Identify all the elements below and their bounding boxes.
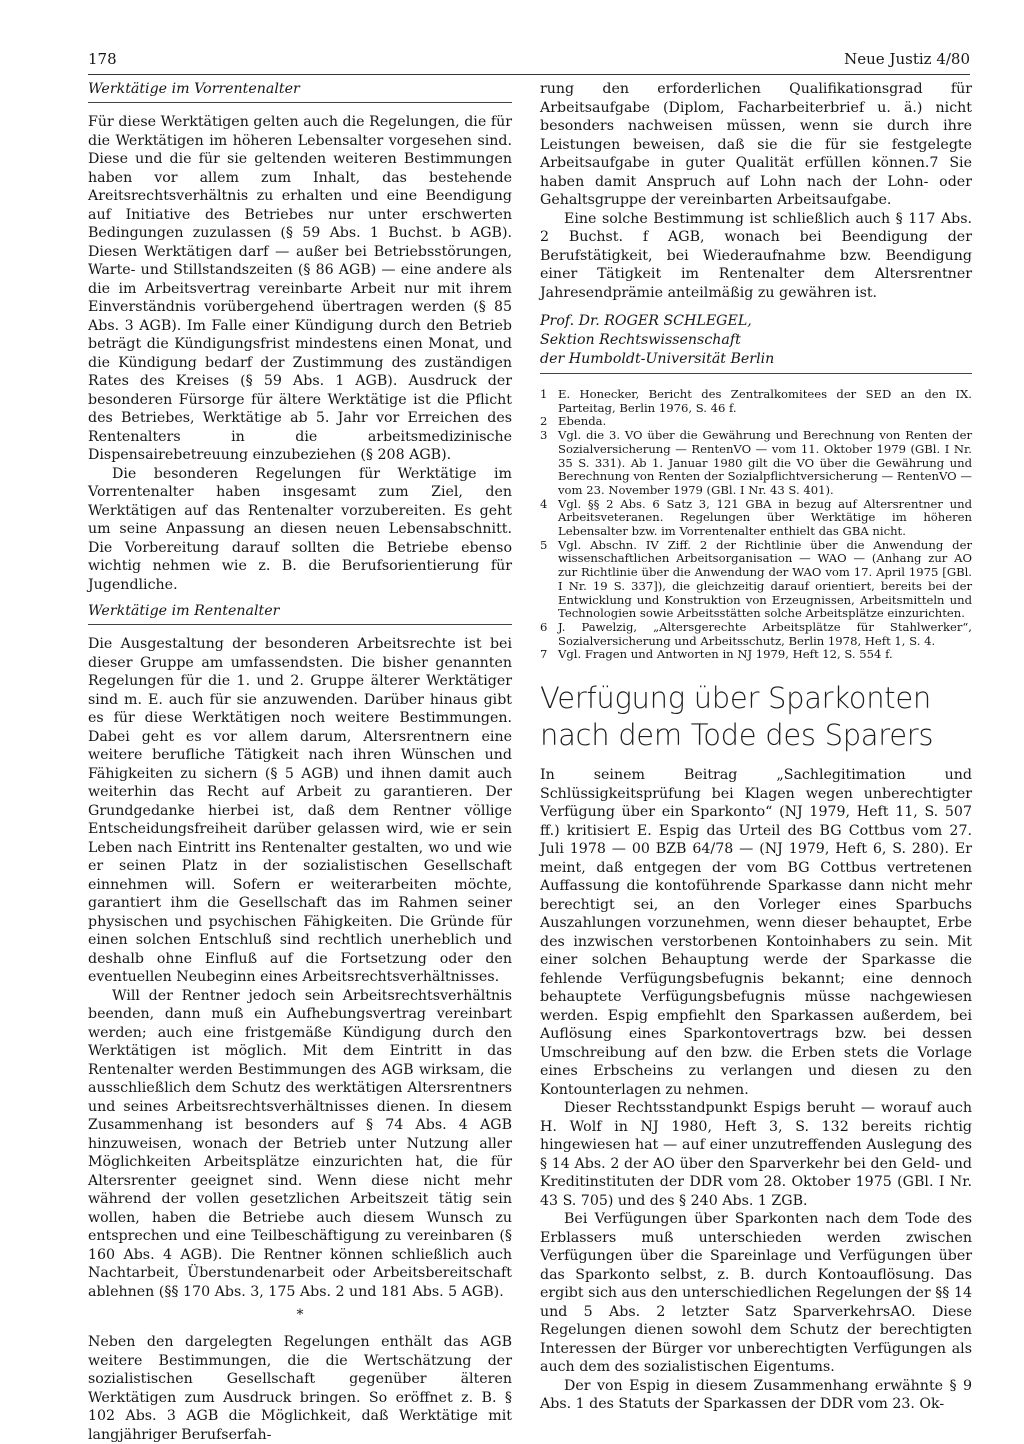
section-separator: * xyxy=(296,1307,304,1323)
footnote-number: 1 xyxy=(540,387,548,401)
article-title-line: Verfügung über Sparkonten xyxy=(540,681,931,716)
footnotes xyxy=(540,388,972,662)
footnote xyxy=(540,388,972,415)
footnote-number: 2 xyxy=(540,414,548,429)
author-name: Prof. Dr. ROGER SCHLEGEL, xyxy=(540,313,752,329)
paragraph: Die Ausgestaltung der besonderen Arbeitsrechte ist bei dieser Gruppe am umfassendsten. Die bisher genannten Regelungen für die 1. und 2. Gruppe älterer Werktätiger sind m. E. auch für sie anzuwenden. Darüber hinaus gibt es für diese Werktätigen noch weitere Bestimmungen. Dabei geht es vor allem darum, Altersrentnern eine weitere berufliche Tätigkeit nach ihren Wünschen und Fähigkeiten zu sichern (§ 5 AGB) und ihnen damit auch weiterhin das Recht auf Arbeit zu garantieren. Der Grundgedanke hierbei ist, daß dem Rentner völlige Entscheidungsfreiheit darüber gelassen wird, wie er sein Leben nach Eintritt ins Rentenalter gestalten, wo und wie er seinen Platz in der sozialistischen Gesellschaft einnehmen will. Sofern er weiterarbeiten möchte, garantiert ihm die Gesellschaft das im Rahmen seiner physischen und psychischen Fähigkeiten. Die Gründe für einen solchen Entschluß sind rechtlich unerheblich und deshalb ohne Einfluß auf die Fortsetzung oder den eventuellen Neubeginn eines Arbeitsrechtsverhältnisses. xyxy=(88,636,512,985)
article-title xyxy=(540,680,972,754)
paragraph: Will der Rentner jedoch sein Arbeitsrechtsverhältnis beenden, dann muß ein Aufhebungsvertrag vereinbart werden; auch eine fristgemäße Kündigung durch den Werktätigen ist möglich. Mit dem Eintritt in das Rentenalter werden Bestimmungen des AGB wirksam, die ausschließlich dem Schutz des werktätigen Altersrentners und seines Arbeitsrechtsverhältnisses dienen. In diesem Zusammenhang ist besonders auf § 74 Abs. 4 AGB hinzuweisen, wonach der Betrieb unter Nutzung aller Möglichkeiten Arbeitsplätze einzurichten hat, die für Altersrenter geeignet sind. Wenn diese nicht mehr während der vollen gesetzlichen Arbeitszeit tätig sein wollen, haben die Betriebe auch diesem Wunsch zu entsprechen und eine Teilbeschäftigung zu vereinbaren (§ 160 Abs. 4 AGB). Die Rentner können schließlich auch Nachtarbeit, Überstundenarbeit oder Arbeitsbereitschaft ablehnen (§§ 170 Abs. 3, 175 Abs. 2 und 181 Abs. 5 AGB). xyxy=(88,987,512,1300)
paragraph: Neben den dargelegten Regelungen enthält das AGB weitere Bestimmungen, die die Wertschätzung der sozialistischen Gesellschaft gegenüber älteren Werktätigen zum Ausdruck bringen. So eröffnet z. B. § 102 Abs. 3 AGB die Möglichkeit, daß Werktätige mit langjähriger Berufserfah- xyxy=(88,1334,512,1443)
article-title-line: nach dem Tode des Sparers xyxy=(540,718,934,753)
footnote-text: Vgl. Fragen und Antworten in NJ 1979, Heft 12, S. 554 f. xyxy=(558,647,893,662)
footnote xyxy=(540,429,972,498)
left-column xyxy=(88,80,512,1444)
footnote-text: Vgl. §§ 2 Abs. 6 Satz 3, 121 GBA in bezug auf Altersrentner und Arbeitsveteranen. Regelungen über Werktätige im höheren Lebensalter bzw. im Vorrentenalter enthielt das GBA nicht. xyxy=(558,496,972,539)
author-affiliation: Sektion Rechtswissenschaft xyxy=(540,332,741,348)
paragraph: Für diese Werktätigen gelten auch die Regelungen, die für die Werktätigen im höheren Lebensalter vorgesehen sind. Diese und die für sie geltenden weiteren Bestimmungen haben vor allem zum Inhalt, das bestehende Areitsrechtsverhältnis zu erhalten und eine Beendigung auf Initiative des Betriebes nur unter erschwerten Bedingungen zuzulassen (§ 59 Abs. 1 Buchst. b AGB). Diesen Werktätigen darf — außer bei Betriebsstörungen, Warte- und Stillstandszeiten (§ 86 AGB) — eine andere als die im Arbeitsvertrag vereinbarte Arbeit nur mit ihrem Einverständnis vorübergehend übertragen werden (§ 85 Abs. 3 AGB). Im Falle einer Kündigung durch den Betrieb beträgt die Kündigungsfrist mindestens einen Monat, und die Kündigung bedarf der Zustimmung des zuständigen Rates des Kreises (§ 59 Abs. 1 AGB). Ausdruck der besonderen Fürsorge für ältere Werktätige ist die Pflicht des Betriebes, Werktätige ab 5. Jahr vor Erreichen des Rentenalters in die arbeitsmedizinische Dispensairebetreuung einzubeziehen (§ 208 AGB). xyxy=(88,114,512,463)
section-heading-rentenalter: Werktätige im Rentenalter xyxy=(88,602,512,625)
paragraph: Dieser Rechtsstandpunkt Espigs beruht — worauf auch H. Wolf in NJ 1980, Heft 3, S. 132 bereits richtig hingewiesen hat — auf einer unzutreffenden Auslegung des § 14 Abs. 2 der AO über den Sparverkehr bei den Geld- und Kreditinstituten der DDR vom 28. Oktober 1975 (GBl. I Nr. 43 S. 705) und des § 240 Abs. 1 ZGB. xyxy=(540,1100,972,1209)
footnote xyxy=(540,415,972,429)
paragraph: Der von Espig in diesem Zusammenhang erwähnte § 9 Abs. 1 des Statuts der Sparkassen der DDR vom 23. Ok- xyxy=(540,1377,972,1413)
page-number: 178 xyxy=(88,50,117,68)
paragraph: Die besonderen Regelungen für Werktätige im Vorrentenalter haben insgesamt zum Ziel, den Werktätigen auf das Rentenalter vorzubereiten. Es geht um seine Anpassung an diesen neuen Lebensabschnitt. Die Vorbereitung darauf sollten die Betriebe ebenso wichtig nehmen wie z. B. die Berufsorientierung für Jugendliche. xyxy=(88,465,512,593)
section-heading-vorrentenalter: Werktätige im Vorrentenalter xyxy=(88,80,512,103)
footnote-text: E. Honecker, Bericht des Zentralkomitees der SED an den IX. Parteitag, Berlin 1976, S. 46 f. xyxy=(558,387,972,415)
footnote xyxy=(540,498,972,539)
footnote-number: 5 xyxy=(540,537,548,552)
paragraph: Bei Verfügungen über Sparkonten nach dem Tode des Erblassers muß unterschieden werden zwischen Verfügungen über die Spareinlage und Verfügungen über das Sparkonto selbst, z. B. durch Kontoauflösung. Das ergibt sich aus den unterschiedlichen Regelungen der §§ 14 und 5 Abs. 2 letzter Satz SparverkehrsAO. Diese Regelungen dienen sowohl dem Schutz der berechtigten Interessen der Bürger vor unberechtigten Verfügungen als auch dem des sozialistischen Eigentums. xyxy=(540,1211,972,1376)
page-header xyxy=(88,44,970,75)
author-institution: der Humboldt-Universität Berlin xyxy=(540,351,775,367)
footnote-text: J. Pawelzig, „Altersgerechte Arbeitsplätze für Stahlwerker“, Sozialversicherung und Arbeitsschutz, Berlin 1978, Heft 1, S. 4. xyxy=(558,619,972,648)
footnote-number: 4 xyxy=(540,496,548,511)
footnote-number: 6 xyxy=(540,619,548,634)
paragraph: In seinem Beitrag „Sachlegitimation und Schlüssigkeitsprüfung bei Klagen wegen unberechtigter Verfügung über ein Sparkonto“ (NJ 1979, Heft 11, S. 507 ff.) kritisiert E. Espig das Urteil des BG Cottbus vom 27. Juli 1978 — 00 BZB 64/78 — (NJ 1979, Heft 6, S. 280). Er meint, daß entgegen der vom BG Cottbus vertretenen Auffassung die kontoführende Sparkasse dann nicht mehr berechtigt sei, an den Vorleger eines Sparbuchs Auszahlungen vorzunehmen, wenn dieser behauptet, Erbe des inzwischen verstorbenen Kontoinhabers zu sein. Mit einer solchen Behauptung werde der Sparkasse die fehlende Verfügungsbefugnis bekannt; eine dennoch behauptete Verfügungsbefugnis müsse nachgewiesen werden. Espig empfiehlt den Sparkassen außerdem, bei Auflösung eines Sparkontovertrags bzw. bei dessen Umschreibung auf den bzw. die Erben stets die Vorlage eines Erbscheins zu verlangen und diesen zu den Kontounterlagen zu nehmen. xyxy=(540,767,972,1098)
footnote-number: 3 xyxy=(540,428,548,443)
footnote-text: Vgl. die 3. VO über die Gewährung und Berechnung von Renten der Sozialversicherung — RentenVO — vom 11. Oktober 1979 (GBl. I Nr. 35 S. 331). Ab 1. Januar 1980 gilt die VO über die Gewährung und Berechnung von Renten der Sozialpflichtversicherung — RentenVO — vom 23. November 1979 (GBl. I Nr. 43 S. 401). xyxy=(558,428,972,497)
footnote-text: Vgl. Abschn. IV Ziff. 2 der Richtlinie über die Anwendung der wissenschaftlichen Arbeitsorganisation — WAO — (Anhang zur AO zur Richtlinie über die Anwendung der WAO vom 17. April 1975 [GBl. I Nr. 19 S. 337]), die gleichzeitig darauf orientiert, bereits bei der Entwicklung und Konstruktion von Erzeugnissen, Arbeitsmitteln und Technologien sowie Arbeitsstätten solche Arbeitsplätze einzurichten. xyxy=(558,537,972,621)
footnote-text: Ebenda. xyxy=(558,414,607,429)
paragraph: rung den erforderlichen Qualifikationsgrad für Arbeitsaufgabe (Diplom, Facharbeiterbrief u. ä.) nicht besonders nachweisen müssen, wenn sie durch ihre Leistungen beweisen, daß sie die für sie festgelegte Arbeitsaufgabe in guter Qualität erfüllen können.7 Sie haben damit Anspruch auf Lohn nach der Lohn- oder Gehaltsgruppe der vereinbarten Arbeitsaufgabe. xyxy=(540,81,972,208)
journal-issue: Neue Justiz 4/80 xyxy=(844,50,970,68)
paragraph: Eine solche Bestimmung ist schließlich auch § 117 Abs. 2 Buchst. f AGB, wonach bei Beendigung der Berufstätigkeit, bei Wiederaufnahme bzw. Beendigung einer Tätigkeit im Rentenalter dem Altersrentner Jahresendprämie anteilmäßig zu gewähren ist. xyxy=(540,210,972,301)
right-column xyxy=(540,80,972,1414)
footnote-number: 7 xyxy=(540,647,548,662)
footnote xyxy=(540,621,972,648)
author-block xyxy=(540,312,972,374)
footnote xyxy=(540,648,972,662)
footnote xyxy=(540,539,972,621)
